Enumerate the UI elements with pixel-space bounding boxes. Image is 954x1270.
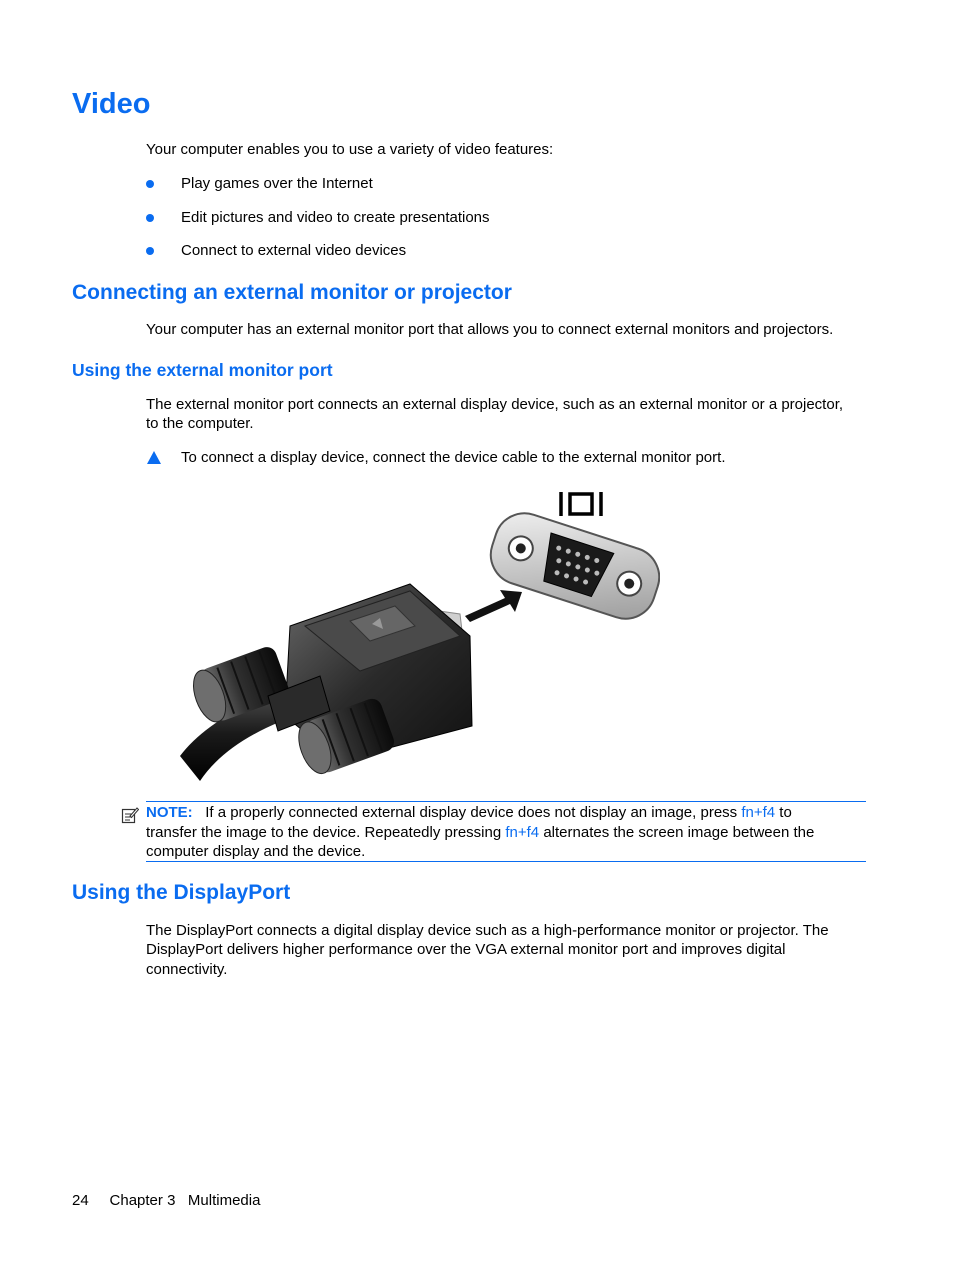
subsection-heading-port: Using the external monitor port (72, 360, 333, 380)
subsection-text-line2: to the computer. (146, 415, 254, 432)
bullet-icon (146, 180, 154, 188)
section-heading-displayport: Using the DisplayPort (72, 881, 291, 904)
note-part1: If a properly connected external display device does not display an image, press (205, 804, 738, 821)
bullet-icon (146, 214, 154, 222)
step-text: To connect a display device, connect the device cable to the external monitor port. (181, 449, 726, 466)
subsection-text-line1: The external monitor port connects an external display device, such as an external monitor or a projector, (146, 396, 844, 413)
displayport-text-line1: The DisplayPort connects a digital display device such as a high-performance monitor or projector. The (146, 922, 829, 939)
intro-text: Your computer enables you to use a variety of video features: (146, 141, 554, 158)
chapter-title: Multimedia (187, 1192, 261, 1209)
note-part3: transfer the image to the device. Repeatedly pressing (146, 823, 502, 841)
warning-triangle-icon (147, 451, 161, 464)
list-item: Edit pictures and video to create presentations (181, 209, 490, 226)
displayport-text-line3: connectivity. (146, 961, 228, 978)
displayport-text-line2: DisplayPort delivers higher performance over the VGA external monitor port and improves digital (146, 941, 786, 958)
page-number: 24 (72, 1192, 89, 1209)
note-part5: computer display and the device. (146, 843, 366, 860)
external-monitor-port-icon (561, 492, 601, 516)
page-title: Video (72, 88, 151, 120)
page-footer (72, 1192, 260, 1209)
key-fn-f4: fn+f4 (505, 823, 540, 841)
key-fn-f4: fn+f4 (741, 804, 776, 821)
note-part2: to (779, 804, 792, 821)
note-part4: alternates the screen image between the (543, 823, 815, 841)
section-heading-monitor: Connecting an external monitor or projector (72, 281, 512, 304)
list-item: Play games over the Internet (181, 175, 373, 192)
bullet-icon (146, 247, 154, 255)
vga-connector-illustration (180, 486, 660, 786)
list-item: Connect to external video devices (181, 242, 407, 259)
insert-arrow-icon (465, 590, 522, 622)
section-text-monitor: Your computer has an external monitor port that allows you to connect external monitors and projectors. (146, 321, 834, 338)
note-pencil-icon (121, 806, 139, 824)
chapter-label: Chapter 3 (109, 1192, 176, 1209)
note-text (146, 803, 868, 862)
note-label: NOTE: (146, 804, 193, 821)
